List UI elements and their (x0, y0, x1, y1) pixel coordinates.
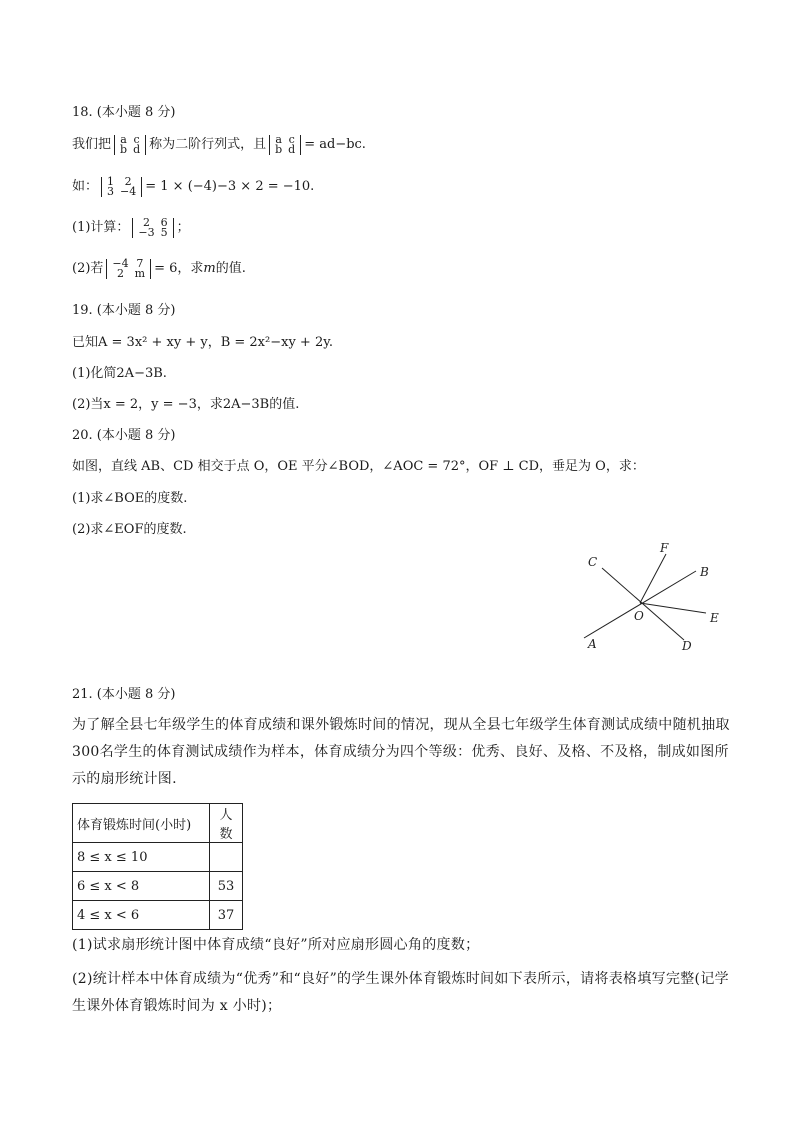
label-a: A (588, 637, 597, 651)
label-f: F (660, 541, 669, 555)
table-row: 4 ≤ x < 6 37 (73, 901, 243, 930)
table-header-cell: 人数 (210, 804, 243, 843)
ray-oe (640, 603, 706, 613)
q20-part2: (2)求∠EOF的度数. (72, 522, 187, 537)
q20-geometry-figure (576, 538, 736, 658)
line-ab (584, 571, 696, 638)
q21-intro: 为了解全县七年级学生的体育成绩和课外锻炼时间的情况，现从全县七年级学生体育测试成绩中随机抽取300名学生的体育测试成绩作为样本，体育成绩分为四个等级：优秀、良好、及格、不及格，制成如图所示的扇形统计图. (72, 717, 730, 787)
ray-of (640, 554, 666, 603)
determinant-generic: a c b d (114, 135, 146, 155)
q19-part1: (1)化简2A−3B. (72, 366, 167, 381)
label-o: O (634, 609, 644, 623)
label-d: D (682, 639, 692, 653)
q19-part2: (2)当x = 2，y = −3，求2A−3B的值. (72, 397, 300, 412)
q20-given: 如图，直线 AB、CD 相交于点 O，OE 平分∠BOD，∠AOC = 72°，OF ⊥ CD，垂足为 O，求： (72, 459, 645, 474)
q20-header: 20. (本小题 8 分) (72, 428, 176, 443)
label-b: B (700, 565, 709, 579)
determinant-example: 1 2 3 −4 (101, 177, 142, 197)
determinant-part1: 2 6 −3 5 (132, 218, 173, 238)
exercise-time-table (72, 803, 243, 930)
determinant-part2: −4 7 2 m (106, 259, 151, 279)
q19-header: 19. (本小题 8 分) (72, 303, 176, 318)
q18-example-line: 如： 1 2 3 −4 = 1 × (−4)−3 × 2 = −10. (72, 175, 315, 198)
line-cd (602, 568, 684, 640)
table-row: 6 ≤ x < 8 53 (73, 872, 243, 901)
q19-given: 已知A = 3x² + xy + y，B = 2x²−xy + 2y. (72, 335, 333, 350)
table-row: 8 ≤ x ≤ 10 (73, 843, 243, 872)
determinant-generic-2: a c b d (269, 135, 301, 155)
q21-part2: (2)统计样本中体育成绩为“优秀”和“良好”的学生课外体育锻炼时间如下表所示，请将表格填写完整(记学生课外体育锻炼时间为 x 小时)； (72, 971, 729, 1014)
q18-part1: (1)计算： 2 6 −3 5 ； (72, 216, 190, 239)
q18-header: 18. (本小题 8 分) (72, 105, 176, 120)
table-header-row (73, 804, 243, 843)
q18-definition-line: 我们把 a c b d 称为二阶行列式，且 a c b d = ad−bc. (72, 133, 366, 156)
q18-part2: (2)若 −4 7 2 m = 6，求m的值. (72, 257, 246, 280)
q20-part1: (1)求∠BOE的度数. (72, 491, 188, 506)
label-e: E (710, 611, 719, 625)
label-c: C (588, 555, 598, 569)
table-header-cell: 体育锻炼时间(小时) (73, 804, 210, 843)
q21-part1: (1)试求扇形统计图中体育成绩“良好”所对应扇形圆心角的度数； (72, 937, 480, 953)
q21-header: 21. (本小题 8 分) (72, 687, 176, 702)
